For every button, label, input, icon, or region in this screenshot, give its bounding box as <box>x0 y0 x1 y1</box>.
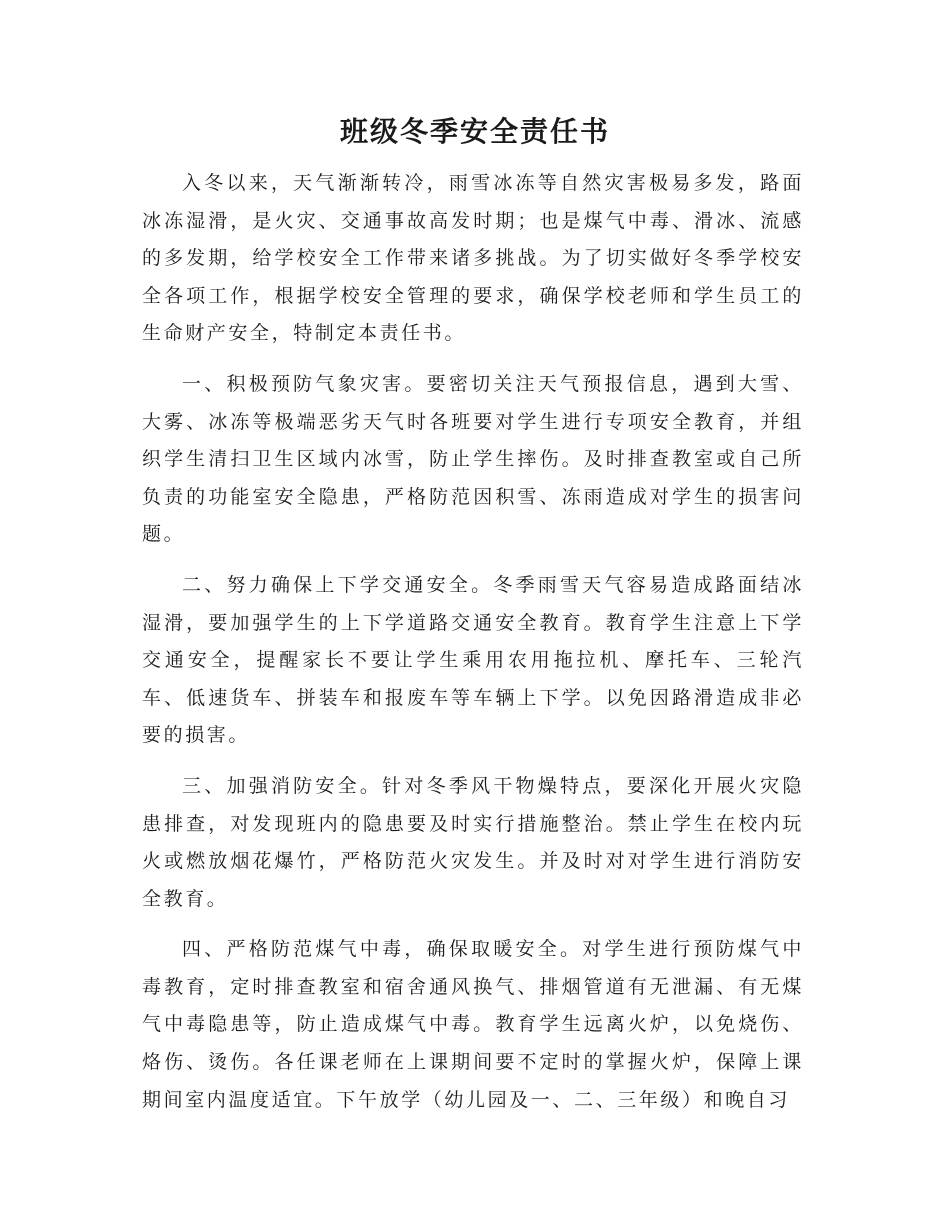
document-title: 班级冬季安全责任书 <box>339 115 610 148</box>
intro-paragraph: 入冬以来，天气渐渐转冷，雨雪冰冻等自然灾害极易多发，路面冰冻湿滑，是火灾、交通事故高发时期；也是煤气中毒、滑冰、流感的多发期，给学校安全工作带来诸多挑战。为了切实做好冬季学校安全各项工作，根据学校安全管理的要求，确保学校老师和学生员工的生命财产安全，特制定本责任书。 <box>142 172 804 345</box>
section-3-paragraph: 三、加强消防安全。针对冬季风干物燥特点，要深化开展火灾隐患排查，对发现班内的隐患要及时实行措施整治。禁止学生在校内玩火或燃放烟花爆竹，严格防范火灾发生。并及时对对学生进行消防安全教育。 <box>142 774 804 910</box>
section-4-paragraph: 四、严格防范煤气中毒，确保取暖安全。对学生进行预防煤气中毒教育，定时排查教室和宿舍通风换气、排烟管道有无泄漏、有无煤气中毒隐患等，防止造成煤气中毒。教育学生远离火炉，以免烧伤、烙伤、烫伤。各任课老师在上课期间要不定时的掌握火炉，保障上课期间室内温度适宜。下午放学（幼儿园及一、二、三年级）和晚自习 <box>142 938 804 1111</box>
section-1-paragraph: 一、积极预防气象灾害。要密切关注天气预报信息，遇到大雪、大雾、冰冻等极端恶劣天气时各班要对学生进行专项安全教育，并组织学生清扫卫生区域内冰雪，防止学生摔伤。及时排查教室或自己所负责的功能室安全隐患，严格防范因积雪、冻雨造成对学生的损害问题。 <box>142 372 804 546</box>
document-body <box>142 165 804 1119</box>
section-2-paragraph: 二、努力确保上下学交通安全。冬季雨雪天气容易造成路面结冰湿滑，要加强学生的上下学道路交通安全教育。教育学生注意上下学交通安全，提醒家长不要让学生乘用农用拖拉机、摩托车、三轮汽车、低速货车、拼装车和报废车等车辆上下学。以免因路滑造成非必要的损害。 <box>142 573 804 747</box>
